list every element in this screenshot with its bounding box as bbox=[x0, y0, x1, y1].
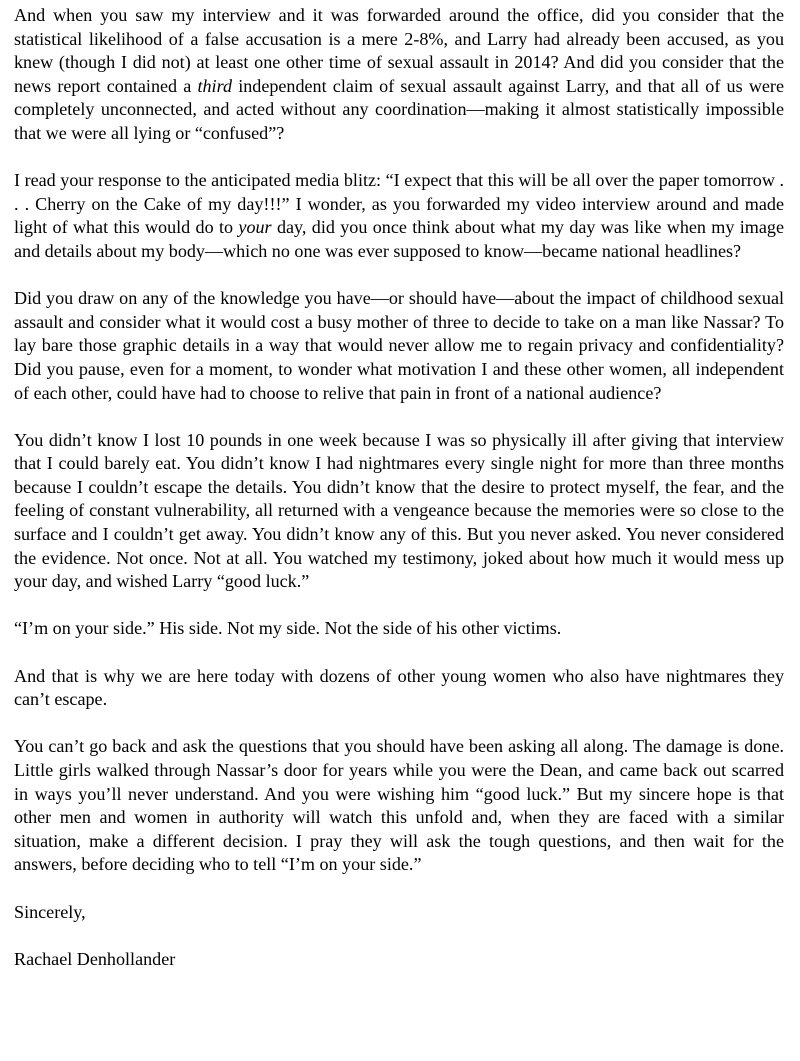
closing-salutation: Sincerely, bbox=[14, 901, 86, 922]
text-run: I read your response to the anticipated media blitz: “I expect that this will be all over the paper tomorrow . . . Cherry on the Cake of my day!!!” I wonder, as you forwarded my video interview around and made light of what this would do to bbox=[14, 170, 784, 238]
text-run: You can’t go back and ask the questions that you should have been asking all along. The damage is done. Little girls walked through Nassar’s door for years while you were the Dean, and came back out scarred in ways you’ll never understand. And you were wishing him “good luck.” But my sincere hope is that other men and women in authority will watch this unfold and, when they are faced with a similar situation, make a different decision. I pray they will ask the tough questions, and then wait for the answers, before deciding who to tell “I’m on your side.” bbox=[14, 736, 784, 875]
letter-page bbox=[14, 4, 784, 971]
paragraph-3 bbox=[14, 287, 784, 405]
signature-name: Rachael Denhollander bbox=[14, 948, 176, 969]
italic-emphasis: third bbox=[197, 75, 233, 96]
paragraph-7 bbox=[14, 735, 784, 877]
text-run: You didn’t know I lost 10 pounds in one week because I was so physically ill after giving that interview that I could barely eat. You didn’t know I had nightmares every single night for more than three months because I couldn’t escape the details. You didn’t know that the desire to protect myself, the fear, and the feeling of constant vulnerability, all returned with a vengeance because the memories were so close to the surface and I couldn’t get away. You didn’t know any of this. But you never asked. You never considered the evidence. Not once. Not at all. You watched my testimony, joked about how much it would mess up your day, and wished Larry “good luck.” bbox=[14, 429, 784, 592]
text-run: independent claim of sexual assault against Larry, and that all of us were completely unconnected, and acted without any coordination—making it almost statistically impossible that we were all lying or “confused”? bbox=[14, 75, 784, 143]
paragraph-5 bbox=[14, 617, 784, 641]
paragraph-4 bbox=[14, 429, 784, 594]
paragraph-2 bbox=[14, 169, 784, 263]
text-run: Did you draw on any of the knowledge you have—or should have—about the impact of childhood sexual assault and consider what it would cost a busy mother of three to decide to take on a man like Nassar? To lay bare those graphic details in a way that would never allow me to regain privacy and confidentiality? Did you pause, even for a moment, to wonder what motivation I and these other women, all independent of each other, could have had to choose to relive that pain in front of a national audience? bbox=[14, 288, 784, 403]
text-run: And that is why we are here today with dozens of other young women who also have nightmares they can’t escape. bbox=[14, 665, 784, 710]
text-run: day, did you once think about what my day was like when my image and details about my body—which no one was ever supposed to know—became national headlines? bbox=[14, 217, 784, 261]
italic-emphasis: your bbox=[238, 217, 272, 238]
text-run: “I’m on your side.” His side. Not my side. Not the side of his other victims. bbox=[14, 618, 562, 639]
paragraph-6 bbox=[14, 665, 784, 712]
text-run: And when you saw my interview and it was forwarded around the office, did you consider that the statistical likelihood of a false accusation is a mere 2-8%, and Larry had already been accused, as you knew (though I did not) at least one other time of sexual assault in 2014? And did you consider that the news report contained a bbox=[14, 5, 784, 96]
paragraph-1 bbox=[14, 4, 784, 146]
